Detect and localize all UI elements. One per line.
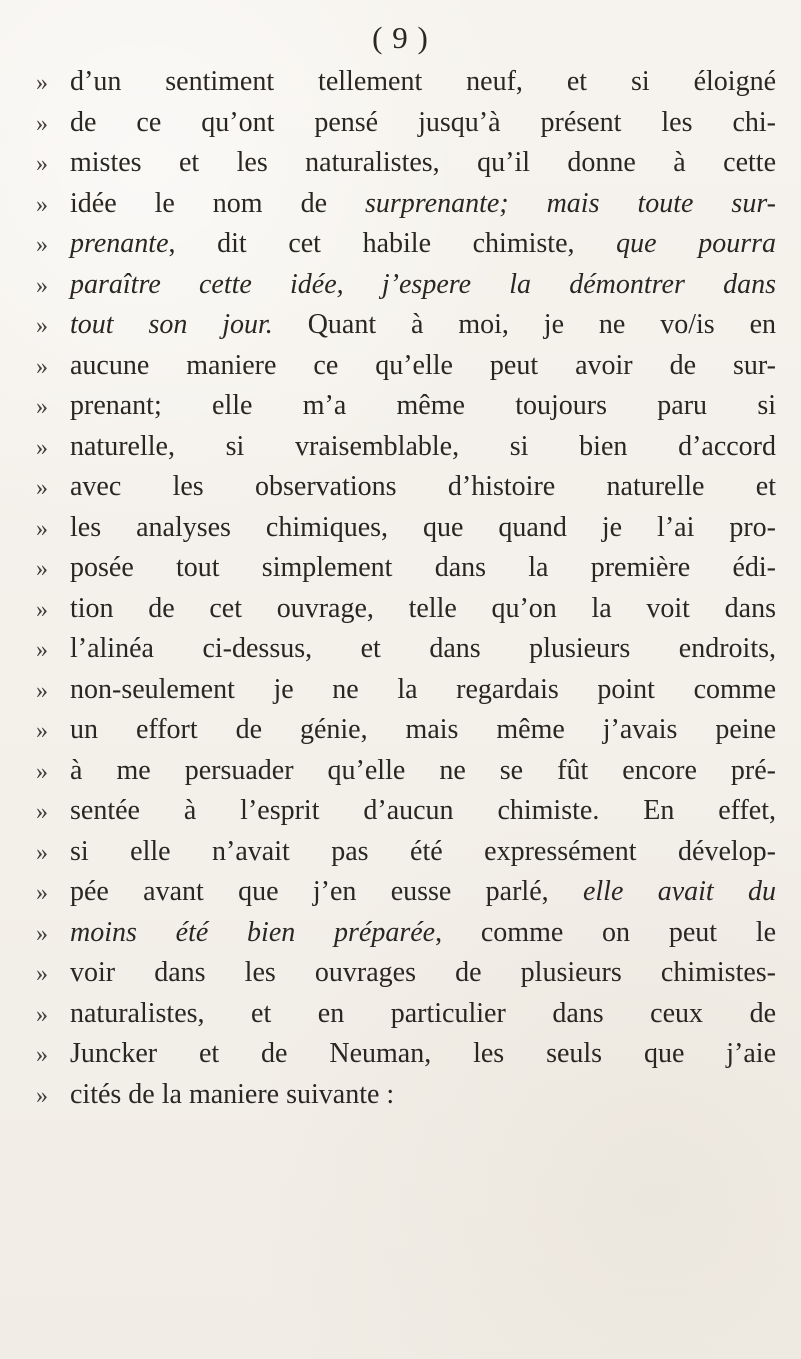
- line-text: [70, 835, 776, 867]
- line-text: [70, 106, 776, 138]
- italic-text-segment: paraître cette idée, j’espere la démontrer dans: [70, 268, 776, 300]
- quotation-marker: »: [36, 637, 48, 664]
- text-line: [36, 184, 776, 225]
- line-text: [70, 673, 776, 705]
- line-text: [70, 754, 776, 786]
- line-text: [70, 268, 776, 300]
- line-text: [70, 716, 776, 744]
- text-line: [36, 346, 776, 387]
- italic-text-segment: surprenante; mais toute sur-: [364, 187, 776, 219]
- text-line: [36, 670, 776, 711]
- line-text: [70, 187, 776, 219]
- quotation-marker: »: [36, 1001, 48, 1028]
- text-line: [36, 1075, 776, 1116]
- text-segment: de ce qu’ont pensé jusqu’à présent les chi-: [70, 106, 776, 138]
- text-segment: à me persuader qu’elle ne se fût encore pré-: [70, 754, 776, 786]
- text-segment: prenant; elle m’a même toujours paru si: [70, 390, 776, 422]
- text-line: [36, 548, 776, 589]
- quotation-marker: »: [36, 1042, 48, 1069]
- line-text: [70, 230, 776, 258]
- text-line: [36, 62, 776, 103]
- quotation-marker: »: [36, 839, 48, 866]
- text-segment: mistes et les naturalistes, qu’il donne à cette: [70, 147, 776, 179]
- quotation-marker: »: [36, 353, 48, 380]
- text-segment: Quant à moi, je ne vo/is en: [272, 309, 776, 341]
- line-text: [70, 959, 776, 987]
- quotation-marker: »: [36, 191, 48, 218]
- text-line: [36, 386, 776, 427]
- text-line: [36, 710, 776, 751]
- text-segment: posée tout simplement dans la première édi-: [70, 552, 776, 584]
- quotation-marker: »: [36, 799, 48, 826]
- quotation-marker: »: [36, 515, 48, 542]
- italic-text-segment: elle avait du: [582, 876, 777, 908]
- italic-text-segment: que pourra: [616, 228, 776, 260]
- text-segment: cités de la maniere suivante :: [70, 1078, 395, 1110]
- text-segment: aucune maniere ce qu’elle peut avoir de sur-: [70, 349, 776, 381]
- text-segment: naturalistes, et en particulier dans ceux de: [70, 997, 776, 1029]
- italic-text-segment: prenante: [70, 228, 169, 260]
- text-segment: avec les observations d’histoire naturelle et: [70, 471, 776, 503]
- text-segment: , dit cet habile chimiste,: [168, 228, 617, 260]
- italic-text-segment: moins été bien préparée: [70, 916, 436, 948]
- text-line: [36, 1034, 776, 1075]
- text-segment: l’alinéa ci-dessus, et dans plusieurs endroits,: [70, 633, 776, 665]
- text-segment: idée le nom de: [70, 187, 365, 219]
- text-segment: d’un sentiment tellement neuf, et si éloigné: [70, 66, 776, 98]
- quotation-marker: »: [36, 434, 48, 461]
- text-segment: pée avant que j’en eusse parlé,: [70, 876, 583, 908]
- text-segment: tion de cet ouvrage, telle qu’on la voit dans: [70, 592, 776, 624]
- line-text: [70, 149, 776, 177]
- quotation-marker: »: [36, 880, 48, 907]
- text-line: [36, 589, 776, 630]
- line-text: [70, 554, 776, 582]
- quotation-marker: »: [36, 596, 48, 623]
- line-text: [70, 311, 776, 339]
- italic-text-segment: tout son jour.: [70, 309, 273, 341]
- text-line: [36, 305, 776, 346]
- quotation-marker: »: [36, 1082, 48, 1109]
- quotation-marker: »: [36, 70, 48, 97]
- text-line: [36, 467, 776, 508]
- line-text: [70, 635, 776, 663]
- text-segment: non-seulement je ne la regardais point comme: [70, 673, 776, 705]
- quotation-marker: »: [36, 110, 48, 137]
- quotation-marker: »: [36, 394, 48, 421]
- line-text: [70, 1040, 776, 1068]
- text-line: [36, 629, 776, 670]
- line-text: [70, 430, 776, 462]
- quotation-marker: »: [36, 272, 48, 299]
- text-line: [36, 994, 776, 1035]
- text-line: [36, 872, 776, 913]
- line-text: [70, 392, 776, 420]
- text-segment: naturelle, si vraisemblable, si bien d’accord: [70, 430, 776, 462]
- line-text: [70, 797, 776, 825]
- line-text: [70, 511, 776, 543]
- quotation-marker: »: [36, 718, 48, 745]
- line-text: [70, 349, 776, 381]
- text-line: [36, 265, 776, 306]
- line-text: [70, 473, 776, 501]
- line-text: [70, 1078, 776, 1110]
- text-segment: les analyses chimiques, que quand je l’ai pro-: [70, 511, 776, 543]
- text-line: [36, 143, 776, 184]
- quotation-marker: »: [36, 556, 48, 583]
- line-text: [70, 68, 776, 96]
- text-line: [36, 751, 776, 792]
- quotation-marker: »: [36, 920, 48, 947]
- text-segment: voir dans les ouvrages de plusieurs chimistes-: [70, 957, 776, 989]
- quotation-marker: »: [36, 677, 48, 704]
- line-text: [70, 916, 776, 948]
- quotation-marker: »: [36, 232, 48, 259]
- line-text: [70, 878, 776, 906]
- text-segment: , comme on peut le: [435, 916, 776, 948]
- text-line: [36, 953, 776, 994]
- text-segment: un effort de génie, mais même j’avais peine: [70, 714, 776, 746]
- text-line: [36, 791, 776, 832]
- text-segment: si elle n’avait pas été expressément dévelop-: [70, 835, 776, 867]
- quotation-marker: »: [36, 961, 48, 988]
- text-segment: Juncker et de Neuman, les seuls que j’aie: [70, 1038, 776, 1070]
- text-line: [36, 913, 776, 954]
- quotation-marker: »: [36, 475, 48, 502]
- text-segment: sentée à l’esprit d’aucun chimiste. En effet,: [70, 795, 776, 827]
- text-line: [36, 832, 776, 873]
- page-number: ( 9 ): [372, 20, 429, 55]
- text-line: [36, 103, 776, 144]
- body-text-block: [36, 62, 776, 1115]
- text-line: [36, 508, 776, 549]
- text-line: [36, 224, 776, 265]
- quotation-marker: »: [36, 151, 48, 178]
- line-text: [70, 592, 776, 624]
- quotation-marker: »: [36, 313, 48, 340]
- quotation-marker: »: [36, 758, 48, 785]
- line-text: [70, 997, 776, 1029]
- text-line: [36, 427, 776, 468]
